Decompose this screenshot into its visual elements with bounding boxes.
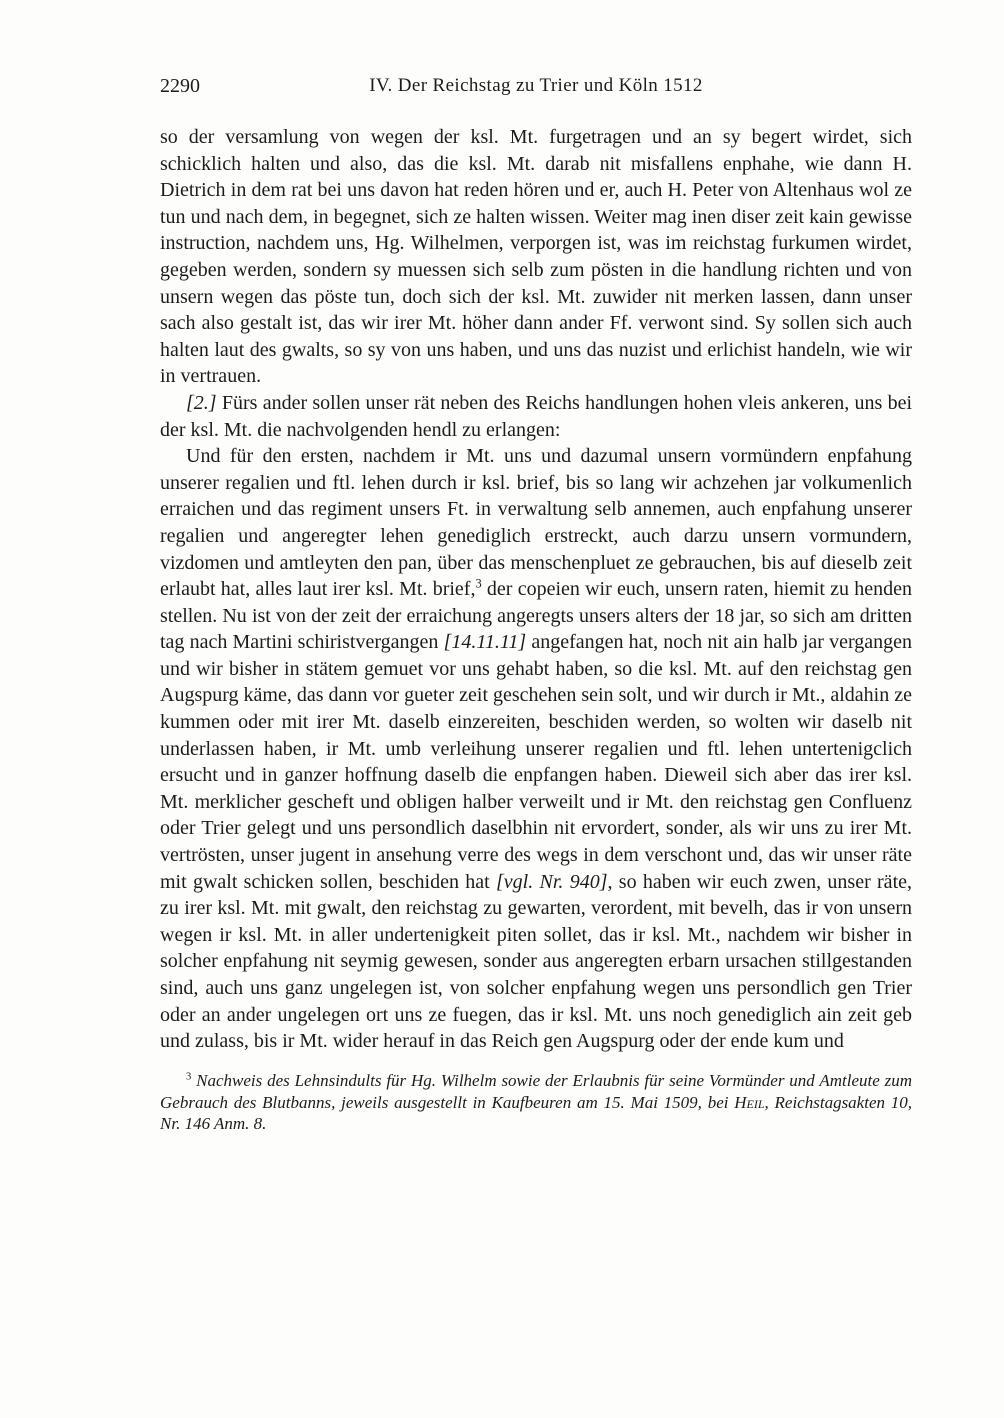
- footnote-marker: 3: [186, 1071, 192, 1083]
- text-segment: [14.11.11]: [443, 631, 527, 654]
- page-header: [160, 74, 912, 98]
- paragraph: [160, 443, 912, 1055]
- paragraph: [160, 124, 912, 390]
- footnote-marker: 3: [475, 576, 482, 591]
- footnote: [160, 1070, 912, 1135]
- paragraph: [160, 390, 912, 443]
- main-text: [160, 124, 912, 1055]
- text-segment: Und für den ersten, nachdem ir Mt. uns und dazumal unsern vormündern enpfahung unserer regalien und ftl. lehen durch ir ksl. brief, bis so lang wir achzehen jar volkumenlich erraichen und das regiment unsers Ft. in verwaltung selb annemen, auch enpfahung unserer regalien und angeregter lehen genediglich erstreckt, auch darzu unsern vormundern, vizdomen und amtleyten den pan, über das menschenpluet ze gebrauchen, bis auf dieselb zeit erlaubt hat, alles laut irer ksl. Mt. brief,: [160, 445, 912, 601]
- text-segment: , so haben wir euch zwen, unser räte, zu irer ksl. Mt. mit gwalt, den reichstag zu gewarten, verordent, mit bevelh, das ir von unsern wegen ir ksl. Mt. in aller undertenigkeit piten sollet, das ir ksl. Mt., nachdem wir bisher in solcher enpfahung nit seymig gewesen, sonder aus angeregten erbarn ursachen stillgestanden sind, auch uns ganz ungelegen ist, von solcher enpfahung wegen uns persondlich gen Trier oder an ander ungelegen ort uns ze fuegen, das ir ksl. Mt. uns noch genediglich ain zeit geb und zulass, bis ir Mt. wider herauf in das Reich gen Augspurg oder der ende kum und: [160, 870, 912, 1053]
- text-segment: [2.]: [186, 391, 217, 414]
- text-segment: Nachweis des Lehnsindults für Hg. Wilhelm sowie der Erlaubnis für seine Vormünder und Amtleute zum Gebrauch des Blutbanns, jeweils ausgestellt in Kaufbeuren am 15. Mai 1509, bei: [160, 1070, 912, 1112]
- text-segment: , Reichstagsakten 10, Nr. 146 Anm. 8.: [160, 1092, 913, 1134]
- text-segment: Heil: [734, 1092, 765, 1112]
- text-segment: der copeien wir euch, unsern raten, hiemit zu henden stellen. Nu ist von der zeit der erraichung angeregts unsers alters der 18 jar, so sich am dritten tag nach Martini schiristvergangen: [160, 578, 912, 654]
- footnote-paragraph: [160, 1070, 912, 1135]
- text-segment: angefangen hat, noch nit ain halb jar vergangen und wir bisher in stätem gemuet vor uns gehabt haben, so die ksl. Mt. auf den reichstag gen Augspurg käme, das dann vor gueter zeit geschehen sein solt, und wir durch ir Mt., aldahin ze kummen oder mit irer Mt. daselb einzereiten, beschiden werden, so wolten wir daselb nit underlassen haben, ir Mt. umb verleihung unserer regalien und ftl. lehen untertenigclich ersucht und in ganzer hoffnung daselb die enpfangen haben. Dieweil sich aber das irer ksl. Mt. merklicher gescheft und obligen halber verweilt und ir Mt. den reichstag gen Confluenz oder Trier gelegt und uns persondlich daselbhin nit ervordert, sonder, als wir uns zu irer Mt. vertrösten, unser jugent in ansehung verre des wegs in dem verschont und, das wir unser räte mit gwalt schicken sollen, beschiden hat: [160, 631, 912, 893]
- text-segment: so der versamlung von wegen der ksl. Mt. furgetragen und an sy begert wirdet, sich schicklich halten und also, das die ksl. Mt. darab nit misfallens enphahe, wie dann H. Dietrich in dem rat bei uns davon hat reden hören und er, auch H. Peter von Altenhaus wol ze tun und nach dem, in begegnet, sich ze halten wissen. Weiter mag inen diser zeit kain gewisse instruction, nachdem uns, Hg. Wilhelmen, verporgen ist, was im reichstag furkumen wirdet, gegeben werden, sondern sy muessen sich selb zum pösten in die handlung richten und von unsern wegen das pöste tun, doch sich der ksl. Mt. zuwider nit merken lassen, dann unser sach also gestalt ist, das wir irer Mt. höher dann ander Ff. verwont sind. Sy sollen sich auch halten laut des gwalts, so sy von uns haben, und uns das nuzist und erlichist handeln, wie wir in vertrauen.: [160, 126, 912, 388]
- text-segment: [vgl. Nr. 940]: [496, 870, 608, 893]
- text-segment: Fürs ander sollen unser rät neben des Reichs handlungen hohen vleis ankeren, uns bei der ksl. Mt. die nachvolgenden hendl zu erlangen:: [160, 391, 912, 441]
- page-number: 2290: [160, 75, 200, 97]
- running-header: IV. Der Reichstag zu Trier und Köln 1512: [369, 75, 703, 96]
